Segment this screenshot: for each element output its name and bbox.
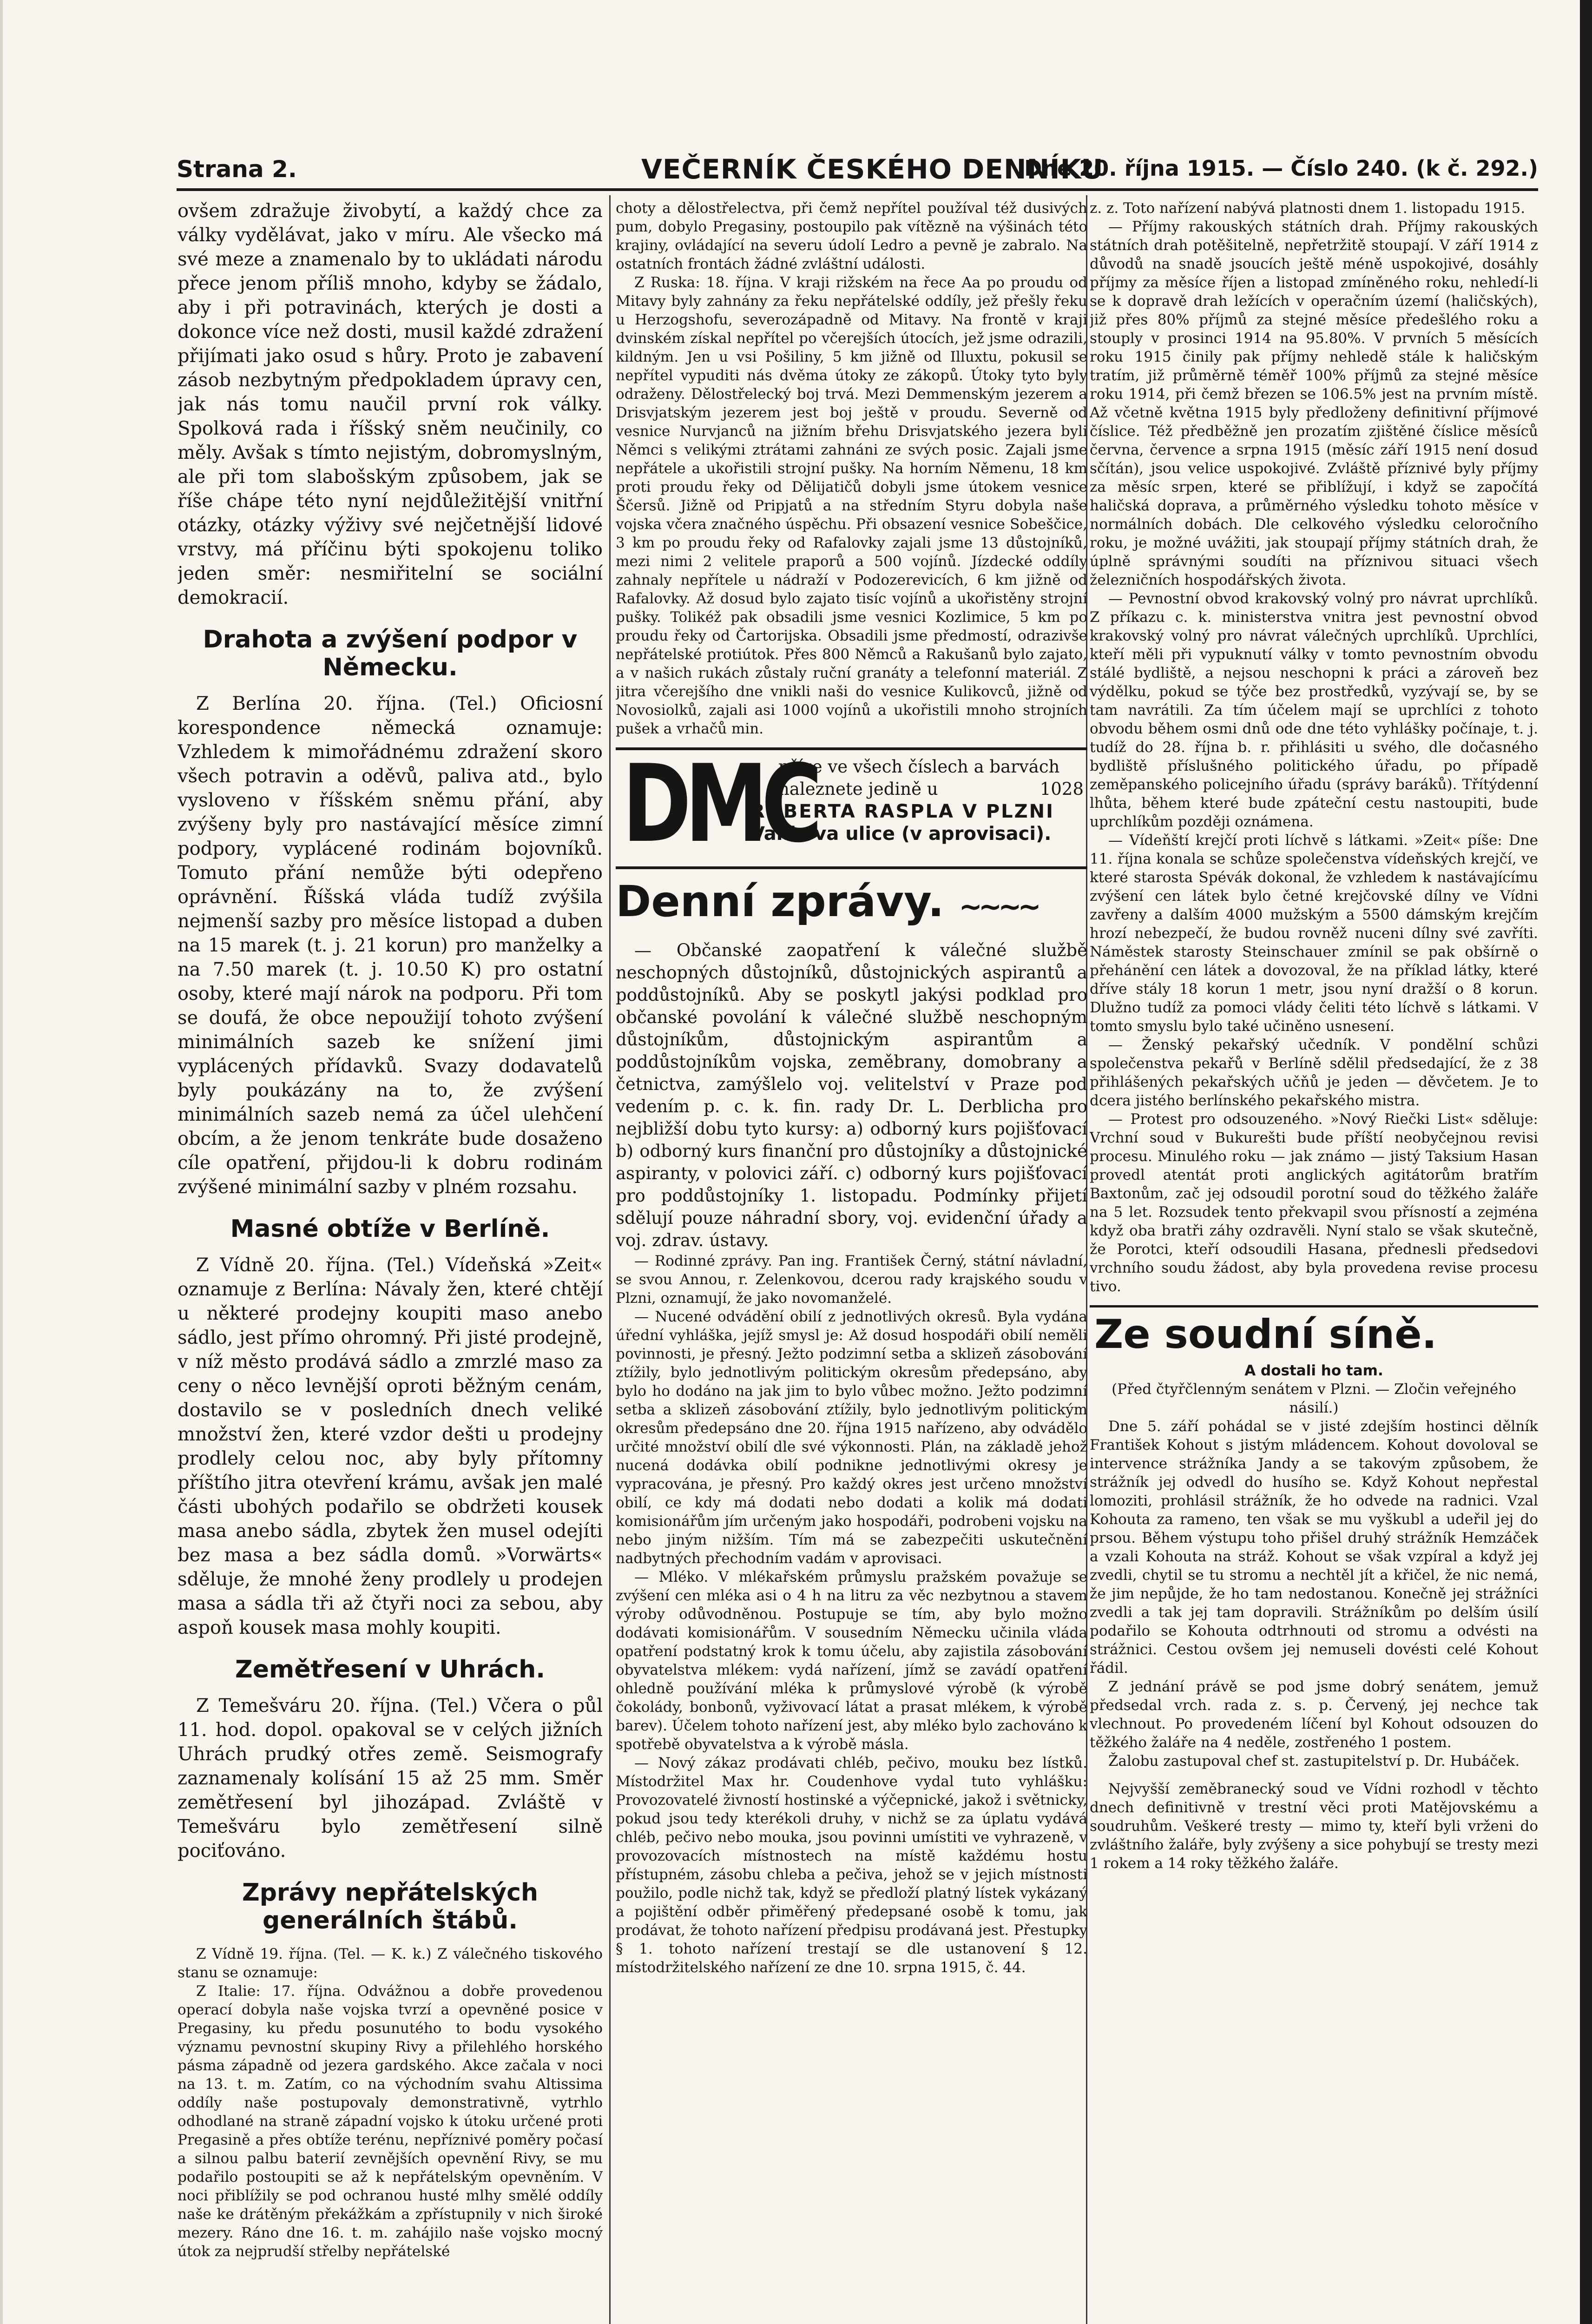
headline-drahota: Drahota a zvýšení podpor v Německu. xyxy=(203,626,578,681)
ad-line-1: příze ve všech číslech a barvách xyxy=(778,757,1060,777)
ad-number: 1028 xyxy=(1039,779,1084,799)
page-scan-edge-left xyxy=(0,0,3,2324)
article-masne-obtize: Z Vídně 20. října. (Tel.) Vídeňská »Zeit« oznamuje z Berlína: Návaly žen, které chtějí u některé prodejny koupiti maso anebo sádlo, jest přímo ohromný. Při jisté prodejně, v níž město prodává sádlo a zmrzlé maso za ceny o něco levnější oproti běžným cenám, dostavilo se v posledních dnech veliké množství žen, které vzdor dešti u prodejny prodlely celou noc, aby byly přítomny příštího jitra otevření krámu, avšak jen malé části ubohých podařilo se obdržeti kousek masa anebo sádla, zbytek žen musel odejíti bez masa a bez sádla domů. »Vorwärts« sděluje, že mnohé ženy prodlely u prodejen masa a sádla tři až čtyři noci za sebou, aby aspoň kousek masa mohly koupiti. xyxy=(178,1254,603,1638)
section-soudni-sin: Ze soudní síně. xyxy=(1094,1311,1437,1358)
masthead: VEČERNÍK ČESKÉHO DENNÍKU xyxy=(641,153,1104,185)
section-denni-zpravy xyxy=(616,878,1087,930)
article-rodinne-zpravy: — Rodinné zprávy. Pan ing. František Černý, státní návladní, se svou Annou, r. Zelenkovou, dcerou rady krajského soudu v Plzni, oznamují, že jako novomanželé. xyxy=(616,1253,1087,1307)
article-protest: — Protest pro odsouzeného. »Nový Riečki List« sděluje: Vrchní soud v Bukurešti bude příští neobyčejnou revisi procesu. Minulého roku — jak známo — jistý Taksium Hasan provedl atentát proti anglických agitátorům bratřím Baxtonům, zač jej odsoudil porotní soud do těžkého žaláře na 5 let. Rozsudek tento překvapil svou přísností a zejména když oba bratři záhy ozdravěli. Nyní stalo se však skutečně, že Porotci, kteří odsoudili Hasana, přednesli předsedovi vrchního soudu žádost, aby byla provedena revise procesu tivo. xyxy=(1090,1111,1538,1295)
article-krakov: — Pevnostní obvod krakovský volný pro návrat uprchlíků. Z příkazu c. k. ministerstva vnitra jest pevnostní obvod krakovský volný pro návrat válečných uprchlíků. Uprchlíci, kteří měli při vypuknutí války v tomto pevnostním obvodu stálé bydliště, a nejsou neschopni k práci a zároveň bez výdělku, pokud se týče bez prostředků, vyzývají se, by se tam navrátili. Za tím účelem mají se uprchlíci z tohoto obvodu během osmi dnů ode dne této vyhlášky počínaje, t. j. tudíž do 28. října b. r. přihlásiti u svého, dle dočasného bydliště příslušného politického úřadu, po případě zeměpanského policejního úřadu (správy baráků). Třítýdenní lhůta, během které bude zpáteční cestu nastoupiti, bude uprchlíkům později oznámena. xyxy=(1090,590,1538,830)
court-note: (Před čtyřčlenným senátem v Plzni. — Zločin veřejného násilí.) xyxy=(1112,1381,1516,1416)
article-zpravy-stabu-italie: Z Italie: 17. října. Odvážnou a dobře provedenou operací dobyla naše vojska tvrzí a opevněné posice v Pregasiny, ku předu posunutého to bodu vysokého významu pevnostní skupiny Rivy a přilehlého horského pásma západně od jezera gardského. Akce začala v noci na 13. t. m. Zatím, co na východním svahu Altissima oddíly naše postupovaly demonstrativně, vytrhlo odhodlané na straně západní vojsko k útoku určené proti Pregasině a přes obtíže terénu, nepříznivé poměry počasí a silnou palbu baterií zevnějších opevnění Rivy, se mu podařilo postoupiti se až k nepřátelským opevněním. V noci přiblížily se pod ochranou husté mlhy smělé oddíly naše ke drátěným překážkám a zpřístupnily v nich široké mezery. Ráno dne 16. t. m. zahájilo naše vojsko mocný útok za nejprudší střelby nepřátelské xyxy=(178,1983,603,2260)
article-pekarsky-ucednik: — Ženský pekařský učedník. V pondělní schůzi společenstva pekařů v Berlíně sdělil předsedající, že z 38 přihlášených pekařských učňů je jeden — děvčetem. Je to dcera jistého berlínského pekařského mistra. xyxy=(1090,1037,1538,1109)
article-continuation: ovšem zdražuje živobytí, a každý chce za války vydělávat, jako v míru. Ale všecko má své meze a znamenalo by to ukládati národu přece jenom příliš mnoho, kdyby se žádalo, aby i při potravinách, kterých je dosti a dokonce více než dosti, musil každé zdražení přijímati jako osud s hůry. Proto je zabavení zásob nezbytným předpokladem úpravy cen, jak nás tomu naučil první rok války. Spolková rada i říšský sněm neučinily, co měly. Avšak s tímto nejistým, dobromyslným, ale při tom slabošským způsobem, jak se říše chápe této nyní nejdůležitější vnitřní otázky, otázky výživy své nejčetnější lidové vrstvy, má příčinu býti spokojenu toliko jeden směr: nesmiřitelní se sociální demokracií. xyxy=(178,200,603,608)
column-1 xyxy=(178,199,603,2324)
column-3 xyxy=(1090,199,1538,2324)
page-number: Strana 2. xyxy=(177,156,297,183)
article-continuation-italie: choty a dělostřelectva, při čemž nepřítel používal též dusivých pum, dobylo Pregasiny, postoupilo pak vítězně na výšinách této krajiny, ovládající na severu údolí Ledro a pevně je zabralo. Na ostatních frontách žádné zvláštní události. xyxy=(616,200,1087,272)
article-drahota: Z Berlína 20. října. (Tel.) Oficiosní korespondence německá oznamuje: Vzhledem k mimořádnému zdražení skoro všech potravin a oděvů, paliva atd., bylo vysloveno v říšském sněmu přání, aby zvýšeny byly pro nastávající měsíce zimní podpory, vyplácené rodinám bojovníků. Tomuto přání nemůže býti odepřeno oprávnění. Říšská vláda tudíž zvýšila nejmenší sazby pro měsíce listopad a duben na 15 marek (t. j. 21 korun) pro manželky a na 7.50 marek (t. j. 10.50 K) pro ostatní osoby, které mají nárok na podporu. Při tom se doufá, že obce nepoužijí tohoto zvýšení minimálních sazeb ke snížení jimi vyplácených přídavků. Svazy dodavatelů byly poukázány na to, že zvýšení minimálních sazeb nemá za účel ulehčení obcím, a že jenom tenkráte bude dosaženo cíle opatření, přijdou-li k dobru rodinám zvýšené minimální sazby v plném rozsahu. xyxy=(178,693,603,1198)
ornament-wave: ~~~~ xyxy=(959,891,1038,923)
article-kohout-verdict: Z jednání právě se pod jsme dobrý senátem, jemuž předsedal vrch. rada z. s. p. Červený, jej nechce tak vlechnout. Po provedeném líčení byl Kohout odsouzen do těžkého žaláře na 4 neděle, zostřeného 1 postem. xyxy=(1090,1678,1538,1751)
ad-firm: ROBERTA RASPLA V PLZNI xyxy=(750,801,1054,822)
ad-text xyxy=(750,756,1084,845)
headline-zpravy-stabu: Zprávy nepřátelských generálních štábů. xyxy=(242,1879,539,1934)
column-divider-1 xyxy=(609,195,611,2324)
page-header xyxy=(177,151,1538,188)
column-2 xyxy=(616,199,1087,2324)
section-rule xyxy=(1090,1305,1538,1307)
article-zaopatreni: — Občanské zaopatření k válečné službě neschopných důstojníků, důstojnických aspirantů a poddůstojníků. Aby se poskytl jakýsi podklad pro občanské povolání k válečné službě neschopným důstojníkům, důstojnickým aspirantům a poddůstojníkům vojska, zeměbrany, domobrany a četnictva, zamýšlelo voj. velitelství v Praze pod vedením p. c. k. fin. rady Dr. L. Derblicha pro nejbližší dobu tyto kursy: a) odborný kurs pojišťovací b) odborný kurs finanční pro důstojníky a důstojnické aspiranty, v polovici září. c) odborný kurs pojišťovací pro poddůstojníky 1. listopadu. Podmínky přijetí sdělují pouze náhradní sbory, voj. evidenční úřady a voj. zdrav. ústavy. xyxy=(616,940,1087,1250)
article-ruska: Z Ruska: 18. října. V kraji rižském na řece Aa po proudu od Mitavy byly zahnány za řeku nepřátelské oddíly, jež přešly řeku u Herzogshofu, severozápadně od Mitavy. Na frontě v kraji dvinském získal nepřítel po včerejších útocích, jež jsme odrazili, kildným. Jen u vsi Pošiliny, 5 km jižně od Illuxtu, pokusil se nepřítel vypuditi nás dvěma útoky ze zákopů. Útoky tyto byly odraženy. Dělostřelecký boj trvá. Mezi Demmenským jezerem a Drisvjatským jezerem jest boj ještě v proudu. Severně od vesnice Nurvjanců na jižním břehu Drisvjatského jezera byli Němci s velikými ztrátami zahnáni ze svých posic. Zajali jsme nepřátele a ukořistili strojní pušky. Na horním Němenu, 18 km proti proudu řeky od Dělijatičů dobyli jsme útokem vesnice Ščersů. Jižně od Pripjatů a na středním Styru dobyla naše vojska včera značného úspěchu. Při obsazení vesnice Sobeščice, 3 km po proudu řeky od Rafalovky zajali jsme 13 důstojníků, mezi nimi 2 velitele praporů a 500 vojínů. Jízdecké oddíly zahnaly nepřítele u nádraží v Podozerevicích, 6 km jižně od Rafalovky. Až dosud bylo zajato tisíc vojínů a ukořistěny strojní pušky. Tolikéž pak obsadili jsme vesnici Kozlimice, 5 km po proudu řeky od Čartorijska. Obsadili jsme předmostí, odrazivše nepřátelské protiútok. Přes 800 Němců a Rakušanů bylo zajato, a v našich rukách zůstaly ruční granáty a telefonní materiál. Z jitra včerejšího dne vnikli naši do vesnice Kulikovců, jižně od Novosiolků, zajali asi 1000 vojínů a ukořistili mnoho strojních pušek a vrhačů min. xyxy=(616,274,1087,737)
issue-date: Dne 20. října 1915. — Číslo 240. (k č. 292.) xyxy=(1024,156,1538,181)
article-nejvyssi-soud: Nejvyšší zeměbranecký soud ve Vídni rozhodl v těchto dnech definitivně v trestní věci proti Matějovskému a soudruhům. Veškeré tresty — mimo ty, kteří byli vrženi do zvláštního žaláře, byly zvýšeny a sice pohybují se tresty mezi 1 rokem a 14 roky těžkého žaláře. xyxy=(1090,1781,1538,1872)
ad-address: Vankova ulice (v aprovisaci). xyxy=(750,823,1052,845)
article-kohout: Dne 5. září pohádal se v jisté zdejším hostinci dělník František Kohout s jistým mládencem. Kohout dovoloval se intervence strážníka Jandy a se takovým způsobem, že strážník jej odvedl do husího se. Když Kohout nepřestal lomoziti, prohlásil strážník, že ho odvede na radnici. Vzal Kohouta za rameno, ten však se mu vyškubl a udeřil jej do prsou. Během výstupu toho přišel druhý strážník Hemzáček a vzali Kohouta na stráž. Kohout se však vzpíral a když jej zvedli, chytil se tu stromu a nechtěl jít a křičel, že nic nemá, že jim nepůjde, že ho tam nedostanou. Konečně jej strážníci zvedli a tak jej tam dopravili. Strážníkům po delším úsilí podařilo se Kohouta odtrhnouti od stromu a odvésti na strážnici. Cestou ovšem jej nemuseli dovésti celé Kohout řádil. xyxy=(1090,1418,1538,1677)
advertisement-dmc xyxy=(616,742,1087,869)
headline-zemetreseni: Zemětřesení v Uhrách. xyxy=(235,1656,545,1684)
article-continuation-zakaz: z. z. Toto nařízení nabývá platnosti dnem 1. listopadu 1915. xyxy=(1090,200,1526,217)
article-zakaz-prodavati: — Nový zákaz prodávati chléb, pečivo, mouku bez lístků. Místodržitel Max hr. Coudenhove vydal tuto vyhlášku: Provozovatelé živností hostinské a výčepnické, jakož i světnicky, pokud jsou tedy kterékoli druhy, v nichž se za úplatu vydává chléb, pečivo nebo mouka, jsou povinni umístiti ve vyhrazeně, v provozovacích místnostech na místě každému hostu přístupném, zásobu chleba a pečiva, jehož se v jejich místnosti použilo, podle nichž tak, když se předloží platný lístek vykázaný a pojištění odběr přiměřený předepsané osobě k tomu, jak prodávat, že tohoto nařízení předpisu prodávaná jest. Přestupky § 1. tohoto nařízení trestají se dle ustanovení § 12. místodržitelského nařízení ze dne 10. srpna 1915, č. 44. xyxy=(616,1755,1087,1976)
dmc-logo: DMC xyxy=(622,742,816,866)
article-mleko: — Mléko. V mlékařském průmyslu pražském považuje se zvýšení cen mléka asi o 4 h na litru za věc nezbytnou a stavem výroby odůvodněnou. Postupuje se tím, aby bylo možno dodávati komisionářům. V sousedním Německu učinila vláda opatření podstatný krok k tomu účelu, aby zajistila zásobování obyvatelstva mlékem: vydá nařízení, jímž se zavádí opatření ohledně používání mléka k průmyslové výrobě (k výrobě čokolády, bonbonů, vyživovací látat a prasat mlékem, k výrobě barev). Účelem tohoto nařízení jest, aby mléko bylo zachováno k spotřebě obyvatelstva a k výrobě másla. xyxy=(616,1569,1087,1753)
article-kohout-prosecutor: Žalobu zastupoval chef st. zastupitelství p. Dr. Hubáček. xyxy=(1108,1753,1520,1769)
page-scan-edge-right xyxy=(1580,0,1592,2324)
ad-line-2 xyxy=(750,778,1084,800)
article-krejci: — Vídeňští krejčí proti líchvě s látkami. »Zeit« píše: Dne 11. října konala se schůze společenstva vídeňských krejčí, ve které starosta Spévák dokonal, že vzhledem k nastávajícímu zvýšení cen látek bylo četné krejčovské dílny ve Vídni zavřeny a dalším 4000 mužským a 5500 dámským krejčím hrozí nebezpečí, že budou rovněž nuceni dílny své zavříti. Náměstek starosty Steinschauer zmínil se pak obšírně o přehánění cen látek a dovozoval, že na příklad látky, které dříve stály 18 korun 1 metr, jsou nyní dražší o 8 korun. Dlužno tudíž za pomoci vlády čeliti této líchvě s látkami. V tomto smyslu bylo také učiněno usnesení. xyxy=(1090,832,1538,1035)
article-zpravy-stabu-intro: Z Vídně 19. října. (Tel. — K. k.) Z válečného tiskového stanu se oznamuje: xyxy=(178,1946,603,1981)
headline-masne-obtize: Masné obtíže v Berlíně. xyxy=(230,1215,550,1243)
article-nucene-odvadeni: — Nucené odvádění obilí z jednotlivých okresů. Byla vydána úřední vyhláška, jejíž smysl je: Až dosud hospodáři obilí neměli povinnosti, je přesný. Ježto podzimní setba a sklizeň zásobování ztížily, bylo jednotlivým politickým okresům předepsáno, aby bylo ho dodáno na jak jim to bylo vůbec možno. Ježto podzimní setba a sklizeň zásobování ztížily, bylo jednotlivým politickým okresům předepsáno dne 20. října 1915 nařízeno, aby odvádělo určité množství obilí dle své výkonnosti. Plán, na základě jehož nucená dodávka obilí podnikne jednotlivými okresy je vypracována, je přesný. Pro každý okres jest určeno množství obilí, ce kdy má dodati nebo dodati a kolik má dodati komisionářům jím určeným jako hospodáři, podrobeni vojsku na nebo jiným nižším. Tím má se zabezpečiti uskutečnění nadbytných přechodním vadám v aprovisaci. xyxy=(616,1308,1087,1567)
subheadline-dostali: A dostali ho tam. xyxy=(1244,1362,1383,1379)
header-rule xyxy=(177,188,1538,191)
article-zemetreseni: Z Temešváru 20. října. (Tel.) Včera o půl 11. hod. dopol. opakoval se v celých jižních Uhrách prudký otřes země. Seismografy zaznamenaly kolísání 15 až 25 mm. Směr zemětřesení byl jihozápad. Zvláště v Temešváru bylo zemětřesení silně pociťováno. xyxy=(178,1695,603,1862)
section-title-denni-zpravy: Denní zprávy. xyxy=(616,877,944,926)
ad-line-2-text: naleznete jedině u xyxy=(778,779,938,799)
article-prijmy-drah: — Příjmy rakouských státních drah. Příjmy rakouských státních drah potěšitelně, nepřetržitě stoupají. V září 1914 z důvodů na snadě jsoucích ještě méně uspokojivé, dosáhly příjmy za měsíce říjen a listopad zmíněného roku, nehledí-li se k dopravě drah ležících v operačním území (haličských), již přes 80% příjmů za stejné měsíce předešlého roku a stouply v prosinci 1914 na 95.80%. V prvních 5 měsících roku 1915 činily pak příjmy nehledě stále k haličským tratím, již průměrně téměř 100% příjmů za stejné měsíce roku 1914, při čemž březen se 106.5% jest na prvním místě. Až včetně května 1915 byly předloženy definitivní příjmové číslice. Též předběžně jen prozatím zjištěné číslice měsíců června, července a srpna 1915 (měsíc září 1915 není dosud sčítán), jsou velice uspokojivé. Zvláště příznivé byly příjmy za měsíc srpen, které se přiblížují, i když se započítá haličská doprava, a průměrného výsledku tohoto měsíce v normálních dobách. Dle celkového výsledku celoročního roku, je možné uvážiti, jak stoupají příjmy státních drah, že úplně správnými soudíti na příznivou situaci všech železničních hospodářských života. xyxy=(1090,218,1538,588)
